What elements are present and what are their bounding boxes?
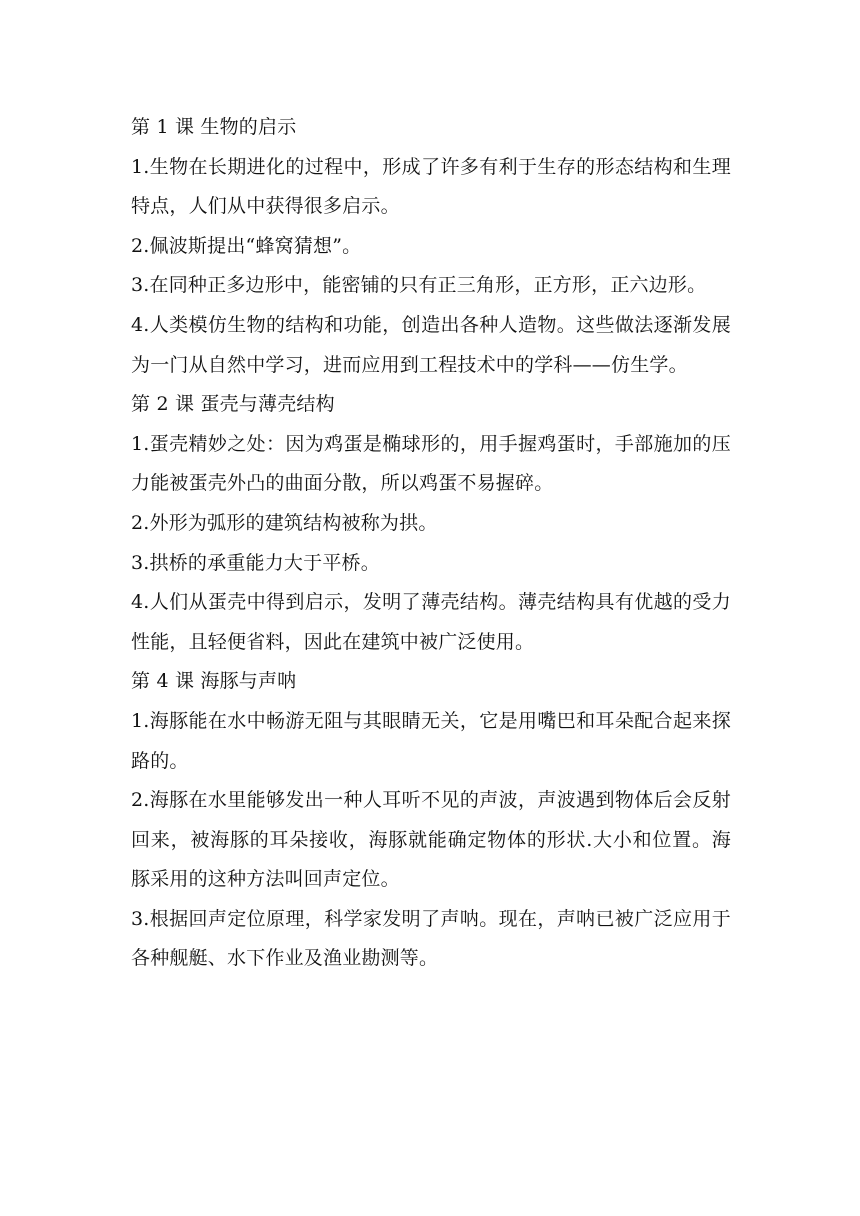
lesson-point: 1.生物在长期进化的过程中，形成了许多有利于生存的形态结构和生理特点，人们从中获得很多启示。	[131, 155, 731, 218]
lesson-4	[131, 662, 731, 979]
lesson-2	[131, 385, 731, 662]
document-page	[131, 108, 731, 979]
lesson-point: 3.根据回声定位原理，科学家发明了声呐。现在，声呐已被广泛应用于各种舰艇、水下作业及渔业勘测等。	[131, 907, 731, 970]
lesson-point: 3.拱桥的承重能力大于平桥。	[131, 551, 380, 574]
lesson-title: 第 1 课 生物的启示	[131, 116, 297, 138]
lesson-point: 3.在同种正多边形中，能密铺的只有正三角形，正方形，正六边形。	[131, 274, 707, 297]
lesson-point: 4.人类模仿生物的结构和功能，创造出各种人造物。这些做法逐渐发展为一门从自然中学习，进而应用到工程技术中的学科——仿生学。	[131, 313, 731, 376]
lesson-1	[131, 108, 731, 385]
lesson-point: 2.佩波斯提出“蜂窝猜想”。	[131, 234, 362, 257]
lesson-point: 2.海豚在水里能够发出一种人耳听不见的声波，声波遇到物体后会反射回来，被海豚的耳朵接收，海豚就能确定物体的形状.大小和位置。海豚采用的这种方法叫回声定位。	[131, 789, 731, 891]
lesson-point: 2.外形为弧形的建筑结构被称为拱。	[131, 511, 438, 534]
lesson-point: 1.蛋壳精妙之处：因为鸡蛋是椭球形的，用手握鸡蛋时，手部施加的压力能被蛋壳外凸的曲面分散，所以鸡蛋不易握碎。	[131, 432, 731, 495]
lesson-point: 4.人们从蛋壳中得到启示，发明了薄壳结构。薄壳结构具有优越的受力性能，且轻便省料，因此在建筑中被广泛使用。	[131, 591, 731, 653]
lesson-point: 1.海豚能在水中畅游无阻与其眼睛无关，它是用嘴巴和耳朵配合起来探路的。	[131, 709, 731, 772]
lesson-title: 第 4 课 海豚与声呐	[131, 670, 297, 693]
lesson-title: 第 2 课 蛋壳与薄壳结构	[131, 393, 335, 416]
